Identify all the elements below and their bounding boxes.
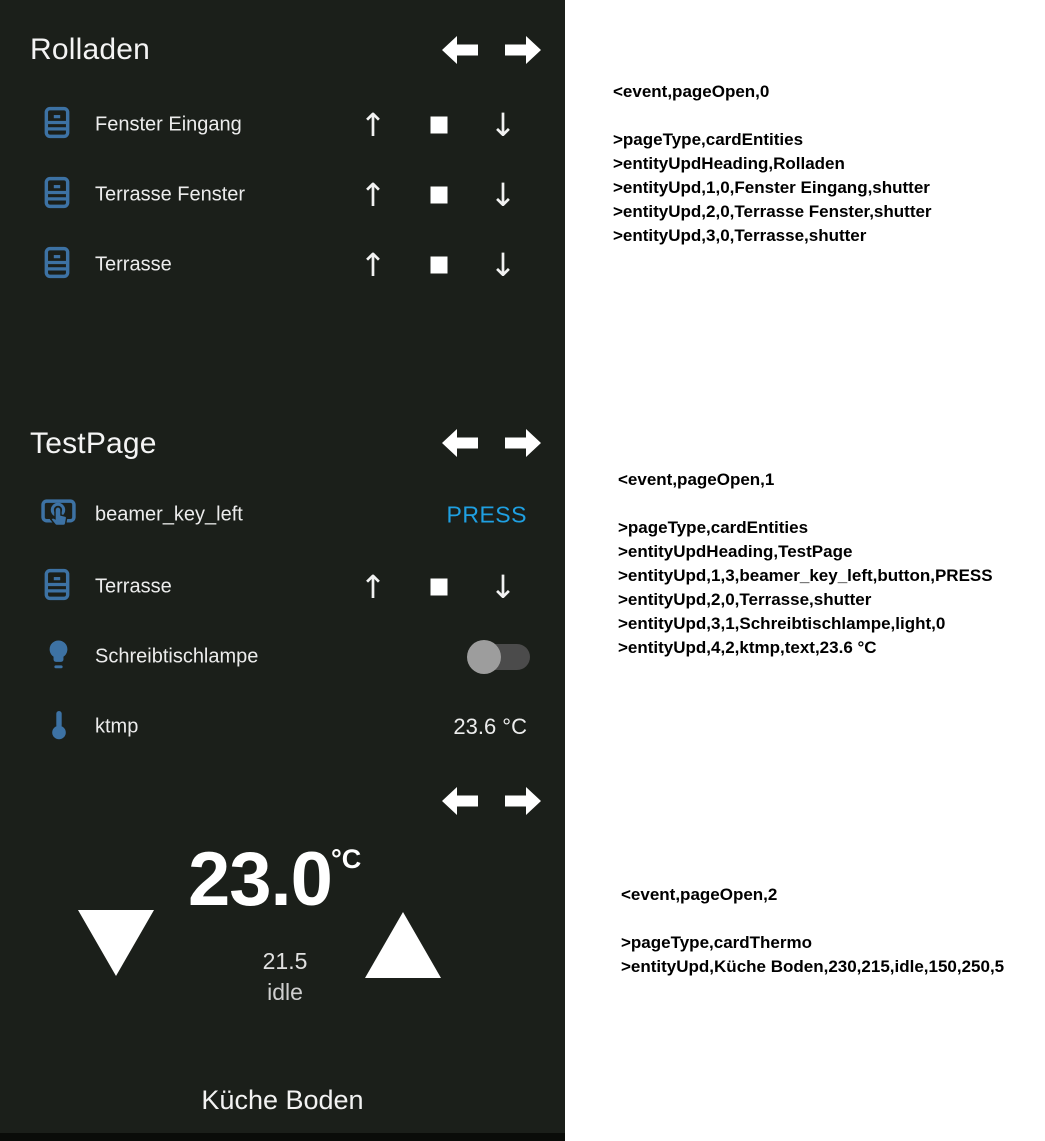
entity-label: beamer_key_left bbox=[95, 503, 243, 526]
lightbulb-icon bbox=[47, 639, 70, 675]
shutter-down-button[interactable]: ↓ bbox=[489, 176, 517, 214]
console-line bbox=[621, 907, 1004, 931]
console-line: >entityUpd,2,0,Terrasse,shutter bbox=[618, 590, 872, 609]
shutter-up-button[interactable]: ↑ bbox=[359, 568, 387, 606]
prev-page-button[interactable] bbox=[442, 786, 478, 816]
shutter-up-button[interactable]: ↑ bbox=[359, 246, 387, 284]
console-line bbox=[613, 104, 932, 128]
console-line: >pageType,cardEntities bbox=[613, 130, 804, 149]
press-button[interactable]: PRESS bbox=[446, 501, 527, 528]
console-line: <event,pageOpen,2 bbox=[621, 885, 778, 904]
entity-label: Terrasse Fenster bbox=[95, 183, 246, 206]
console-line: >entityUpd,Küche Boden,230,215,idle,150,250,5 bbox=[621, 957, 1005, 976]
page-title-rolladen: Rolladen bbox=[30, 33, 151, 66]
arrow-left-icon bbox=[442, 35, 478, 65]
entity-row bbox=[0, 565, 565, 609]
console-line: >entityUpdHeading,TestPage bbox=[618, 542, 853, 561]
current-temperature: 23.0 bbox=[188, 837, 332, 922]
entity-label: Schreibtischlampe bbox=[95, 645, 259, 668]
console-line: <event,pageOpen,0 bbox=[613, 82, 770, 101]
entity-row bbox=[0, 705, 565, 749]
next-page-button[interactable] bbox=[505, 428, 541, 458]
shutter-down-button[interactable]: ↓ bbox=[489, 106, 517, 144]
entity-label: ktmp bbox=[95, 715, 139, 738]
console-block-page1 bbox=[618, 468, 993, 660]
entity-row bbox=[0, 493, 565, 537]
window-shutter-icon bbox=[44, 107, 70, 144]
arrow-left-icon bbox=[442, 786, 478, 816]
window-shutter-icon bbox=[44, 177, 70, 214]
arrow-right-icon bbox=[505, 428, 541, 458]
entity-label: Fenster Eingang bbox=[95, 113, 242, 136]
shutter-down-button[interactable]: ↓ bbox=[489, 568, 517, 606]
temperature-value: 23.6 °C bbox=[453, 714, 527, 739]
window-shutter-icon bbox=[44, 247, 70, 284]
screen-bezel bbox=[0, 1133, 565, 1141]
arrow-right-icon bbox=[505, 786, 541, 816]
entity-row bbox=[0, 243, 565, 287]
entity-label: Terrasse bbox=[95, 253, 172, 276]
toggle-knob bbox=[467, 640, 501, 674]
console-line: <event,pageOpen,1 bbox=[618, 470, 775, 489]
thermometer-icon bbox=[51, 709, 67, 745]
thermostat-name: Küche Boden bbox=[201, 1085, 364, 1115]
window-shutter-icon bbox=[44, 569, 70, 606]
console-line: >entityUpd,4,2,ktmp,text,23.6 °C bbox=[618, 638, 877, 657]
arrow-left-icon bbox=[442, 428, 478, 458]
temperature-unit: °C bbox=[331, 844, 362, 874]
console-line: >entityUpd,1,3,beamer_key_left,button,PRESS bbox=[618, 566, 993, 585]
entity-row bbox=[0, 635, 565, 679]
shutter-stop-button[interactable] bbox=[431, 117, 448, 134]
triangle-down-icon bbox=[78, 910, 154, 978]
prev-page-button[interactable] bbox=[442, 35, 478, 65]
console-block-page2 bbox=[621, 883, 1004, 979]
temp-down-button[interactable] bbox=[78, 910, 154, 983]
next-page-button[interactable] bbox=[505, 35, 541, 65]
entity-row bbox=[0, 173, 565, 217]
console-block-page0 bbox=[613, 80, 932, 248]
shutter-stop-button[interactable] bbox=[431, 187, 448, 204]
console-line bbox=[618, 492, 993, 516]
entity-row bbox=[0, 103, 565, 147]
console-line: >entityUpd,3,0,Terrasse,shutter bbox=[613, 226, 867, 245]
shutter-stop-button[interactable] bbox=[431, 257, 448, 274]
console-line: >entityUpd,1,0,Fenster Eingang,shutter bbox=[613, 178, 930, 197]
arrow-right-icon bbox=[505, 35, 541, 65]
shutter-up-button[interactable]: ↑ bbox=[359, 176, 387, 214]
entity-label: Terrasse bbox=[95, 575, 172, 598]
console-line: >entityUpd,3,1,Schreibtischlampe,light,0 bbox=[618, 614, 946, 633]
console-line: >pageType,cardThermo bbox=[621, 933, 812, 952]
prev-page-button[interactable] bbox=[442, 428, 478, 458]
shutter-stop-button[interactable] bbox=[431, 579, 448, 596]
light-toggle-switch[interactable] bbox=[467, 640, 530, 674]
console-line: >entityUpdHeading,Rolladen bbox=[613, 154, 845, 173]
page-title-testpage: TestPage bbox=[30, 427, 157, 460]
gesture-tap-button-icon bbox=[41, 497, 76, 533]
setpoint-temperature: 21.5 bbox=[262, 948, 308, 974]
shutter-down-button[interactable]: ↓ bbox=[489, 246, 517, 284]
console-line: >entityUpd,2,0,Terrasse Fenster,shutter bbox=[613, 202, 932, 221]
shutter-up-button[interactable]: ↑ bbox=[359, 106, 387, 144]
console-line: >pageType,cardEntities bbox=[618, 518, 809, 537]
hvac-state: idle bbox=[267, 979, 303, 1005]
next-page-button[interactable] bbox=[505, 786, 541, 816]
